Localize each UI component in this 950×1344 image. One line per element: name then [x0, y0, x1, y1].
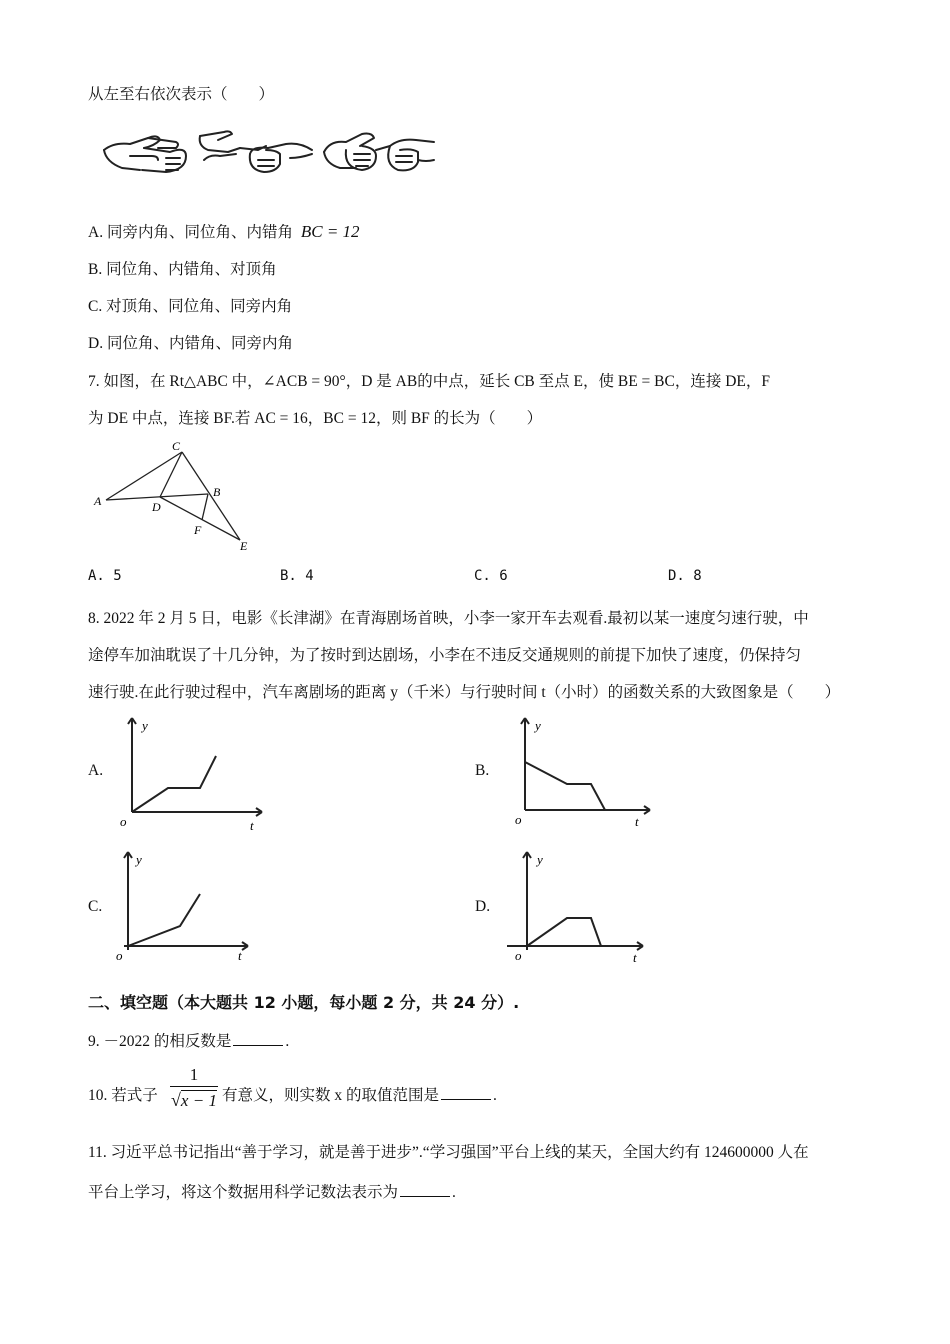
q9 — [88, 1029, 289, 1051]
q7-triangle-figure — [90, 436, 260, 554]
option-extra-formula: BC = 12 — [300, 222, 360, 241]
graph-c — [108, 846, 268, 966]
q10-denominator: √x − 1 — [171, 1090, 217, 1110]
q8-stem-line1: 8. 2022 年 2 月 5 日，电影《长津湖》在青海剧场首映，小李一家开车去观看.最初以某一速度匀速行驶，中 — [88, 610, 809, 627]
q7-option-a — [88, 568, 122, 584]
graph-d-x-label: t — [633, 950, 637, 965]
q9-period: . — [285, 1033, 290, 1050]
option-text: 同旁内角、同位角、内错角 — [106, 224, 293, 241]
hands-illustration — [100, 124, 440, 180]
q7-option-c — [474, 568, 508, 584]
q9-text: 9. －2022 的相反数是 — [88, 1033, 232, 1050]
q10-period: . — [493, 1087, 497, 1104]
section-2-heading: 二、填空题（本大题共 12 小题，每小题 2 分，共 24 分）. — [88, 993, 520, 1012]
vertex-e-label: E — [240, 539, 248, 553]
option-value: 5 — [113, 568, 122, 584]
q11-line2 — [88, 1180, 456, 1202]
graph-c-y-label: y — [136, 852, 142, 867]
graph-c-x-label: t — [238, 948, 242, 963]
graph-b-letter: B. — [475, 762, 490, 779]
option-value: 6 — [499, 568, 508, 584]
q11-line1: 11. 习近平总书记指出“善于学习，就是善于进步”.“学习强国”平台上线的某天，全国大约有 124600000 人在 — [88, 1144, 809, 1161]
graph-a-x-label: t — [250, 818, 254, 832]
graph-b-x-label: t — [635, 814, 639, 829]
hand-pair-2 — [200, 131, 312, 172]
q7-stem-line2: 为 DE 中点，连接 BF.若 AC = 16，BC = 12，则 BF 的长为（ ） — [88, 410, 543, 427]
sqrt-icon: √ — [171, 1090, 181, 1110]
q11-period: . — [452, 1184, 456, 1201]
q6-option-c — [88, 294, 292, 316]
q6-option-b — [88, 257, 277, 279]
q10-fraction — [170, 1066, 218, 1112]
option-letter: B. — [88, 261, 103, 278]
fraction-bar — [170, 1086, 218, 1087]
graph-a-y-label: y — [142, 718, 148, 733]
hand-pair-1 — [104, 136, 186, 172]
graph-d-letter: D. — [475, 898, 491, 915]
option-letter: B. — [280, 568, 297, 584]
q10-lead: 10. 若式子 — [88, 1087, 158, 1104]
graph-b-origin-label: o — [515, 812, 522, 827]
graph-b-y-label: y — [535, 718, 541, 733]
option-text: 同位角、内错角、同旁内角 — [106, 335, 293, 352]
q10-numerator: 1 — [189, 1065, 199, 1084]
graph-c-origin-label: o — [116, 948, 123, 963]
q9-answer-blank[interactable] — [233, 1044, 283, 1046]
hand-pair-3 — [324, 134, 434, 171]
vertex-d-label: D — [152, 500, 161, 514]
q10-text: 有意义，则实数 x 的取值范围是 — [222, 1087, 440, 1104]
option-letter: C. — [474, 568, 491, 584]
option-letter: D. — [668, 568, 685, 584]
q11-answer-blank[interactable] — [400, 1195, 450, 1197]
graph-c-letter: C. — [88, 898, 103, 915]
q6-option-d — [88, 331, 293, 353]
option-value: 8 — [693, 568, 702, 584]
graph-d — [505, 846, 665, 966]
graph-d-origin-label: o — [515, 948, 522, 963]
option-value: 4 — [305, 568, 314, 584]
graph-a — [112, 712, 272, 832]
q11-text: 平台上学习，将这个数据用科学记数法表示为 — [88, 1184, 399, 1201]
option-letter: A. — [88, 568, 105, 584]
option-text: 对顶角、同位角、同旁内角 — [106, 298, 293, 315]
graph-b — [505, 712, 665, 832]
q6-stem-tail: 从左至右依次表示（ ） — [88, 86, 275, 103]
option-letter: C. — [88, 298, 103, 315]
option-letter: D. — [88, 335, 104, 352]
option-text: 同位角、内错角、对顶角 — [106, 261, 277, 278]
vertex-b-label: B — [213, 485, 221, 499]
graph-d-y-label: y — [537, 852, 543, 867]
graph-a-origin-label: o — [120, 814, 127, 829]
q6-option-a — [88, 220, 360, 242]
q7-option-d — [668, 568, 702, 584]
vertex-f-label: F — [194, 523, 202, 537]
q8-stem-line2: 途停车加油耽误了十几分钟，为了按时到达剧场，小李在不违反交通规则的前提下加快了速度，仍保持匀 — [88, 647, 802, 664]
q10-tail — [222, 1083, 497, 1105]
graph-a-letter: A. — [88, 762, 104, 779]
q10-answer-blank[interactable] — [441, 1098, 491, 1100]
option-letter: A. — [88, 224, 104, 241]
q7-option-b — [280, 568, 314, 584]
vertex-c-label: C — [172, 439, 181, 453]
vertex-a-label: A — [94, 494, 102, 508]
q8-stem-line3: 速行驶.在此行驶过程中，汽车离剧场的距离 y（千米）与行驶时间 t（小时）的函数关系的大致图象是（ ） — [88, 684, 841, 701]
q7-stem-line1: 7. 如图，在 Rt△ABC 中，∠ACB = 90°，D 是 AB的中点，延长 CB 至点 E，使 BE = BC，连接 DE，F — [88, 373, 770, 390]
